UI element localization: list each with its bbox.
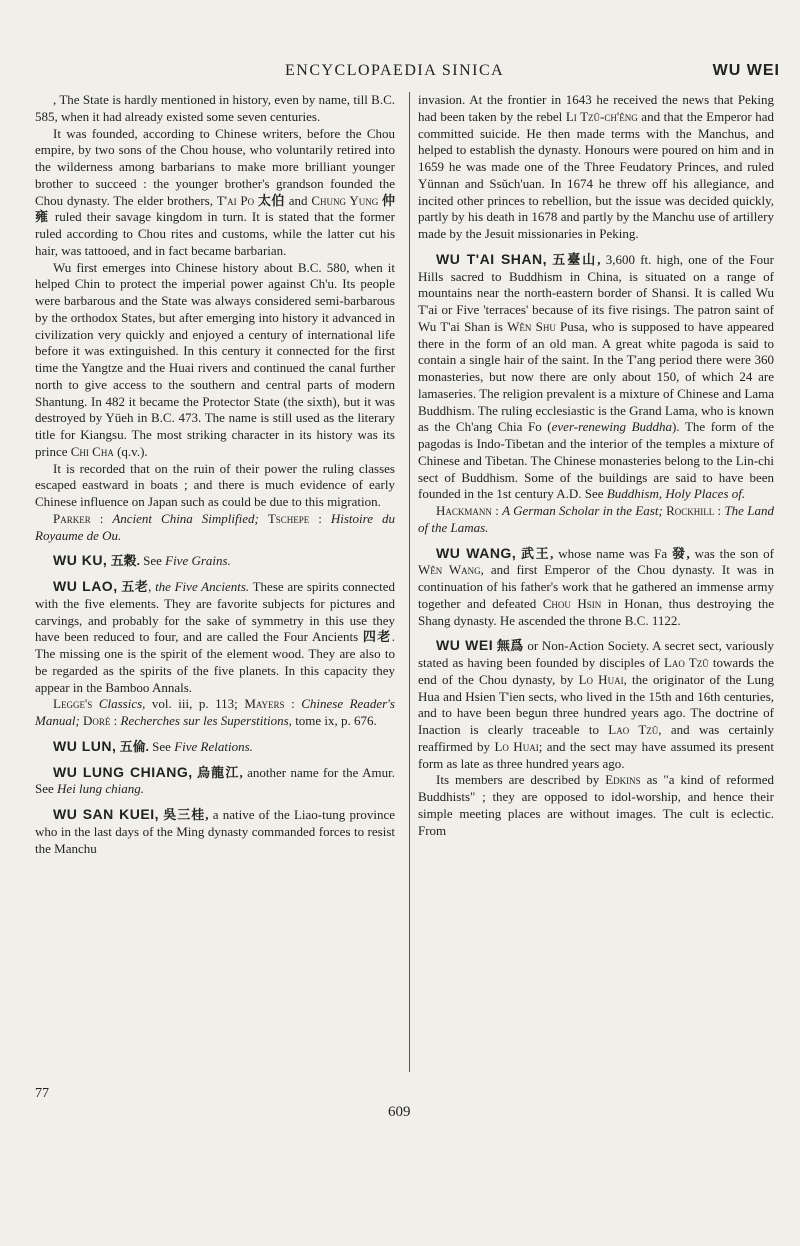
entry-wu-wang: WU WANG, 武王, whose name was Fa 發, was the son of Wên Wang, and first Emperor of the Chou dynasty. It was in continuation of his father's work that he gathered an immense army together and defeated Chou Hsin in Honan, thus destroying the Shang dynasty. He ascended the throne B.C. 1122.: [418, 544, 774, 628]
entry-wu-lao: WU LAO, 五老, the Five Ancients. These are spirits connected with the five elements. They are favorite subjects for pictures and carvings, and probably for the sake of symmetry in this use they have been reduced to four, and are called the Four Ancients 四老. The missing one is the spirit of the element wood. They are also to be regarded as the spirits of the five planets. In this capacity they appear in the Bamboo Annals.: [35, 578, 396, 695]
references: Parker : Ancient China Simplified; Tschepe : Histoire du Royaume de Ou.: [35, 510, 395, 543]
header-entry: WU WEI: [712, 62, 780, 79]
page-number: 609: [388, 1104, 411, 1120]
header-title: ENCYCLOPAEDIA SINICA: [285, 62, 505, 79]
paragraph: It was founded, according to Chinese writers, before the Chou empire, by two sons of the Chou house, who voluntarily retired into the wilderness among barbarians to make more brilliant younger brother to succeed : the younger brother's grandson founded the Chou dynasty. The elder brothers, T'ai Po 太伯 and Chung Yung 仲雍 ruled their savage kingdom in turn. It is stated that the former ruled according to Chou rites and customs, while the latter cut his hair, was tattooed, and in fact became barbarian.: [35, 125, 396, 258]
entry-wu-san-kuei: WU SAN KUEI, 吳三桂, a native of the Liao-tung province who in the last days of the Ming dynasty commanded forces to resist the Manchu: [35, 806, 395, 856]
right-column: [418, 92, 774, 839]
entry-wu-lung-chiang: WU LUNG CHIANG, 烏龍江, another name for the Amur. See Hei lung chiang.: [35, 763, 395, 797]
running-header: [0, 62, 800, 86]
paragraph: Wu first emerges into Chinese history about B.C. 580, when it helped Chin to protect the imperial power against Ch'u. Its people were barbarous and the State was always considered semi-barbarous by the orthodox States, but after emerging into history it advanced in civilization very quickly and enjoyed a century of international life before it was extinguished. In this century it connected for the first time the Yangtze and the Huai rivers and continued the canal further north to give access to the southern and central parts of modern Shantung. In 482 it became the Protector State (the sixth), but it was destroyed by Yüeh in B.C. 473. The name is still used as the literary title for Kiangsu. The most striking character in its history was its prince Chi Cha (q.v.).: [35, 259, 395, 459]
entry-wu-ku: WU KU, 五穀. See Five Grains.: [53, 552, 231, 569]
signature-mark: 77: [35, 1086, 49, 1101]
left-column: [35, 92, 395, 857]
references: Hackmann : A German Scholar in the East; Rockhill : The Land of the Lamas.: [418, 503, 774, 535]
entry-wu-lun: WU LUN, 五倫. See Five Relations.: [53, 737, 253, 754]
entry-wu-wei: WU WEI 無爲 or Non-Action Society. A secret sect, variously stated as having been founded by disciples of Lao Tzŭ towards the end of the Chou dynasty, by Lo Huai, the originator of the Lung Hua and Hsien T'ien sects, who lived in the 15th and 16th centuries, and to have been begun three hundred years ago. The doctrine of Inaction is clearly traceable to Lao Tzŭ, and was certainly reaffirmed by Lo Huai; and the sect may have assumed its present form as late as three hundred years ago.: [418, 637, 775, 771]
paragraph: It is recorded that on the ruin of their power the ruling classes escaped eastward in boats ; and there is much evidence of early Chinese influence on Japan such as could be due to this migration.: [35, 460, 395, 509]
paragraph: invasion. At the frontier in 1643 he received the news that Peking had been taken by the rebel Li Tzŭ-ch'êng and that the Emperor had committed suicide. He then made terms with the Manchus, and helped to establish the dynasty. Honours were poured on him and in 1659 he was made one of the Three Feudatory Princes, and ruled Yünnan and Ssŭch'uan. In 1674 he threw off his allegiance, and incited other princes to rebellion, but the issue was decided quickly, partly by his death in 1678 and partly by the Manchu use of artillery made by the Jesuit missionaries in Peking.: [418, 92, 775, 241]
paragraph: , The State is hardly mentioned in history, even by name, till B.C. 585, when it had already existed some seven centuries.: [35, 92, 395, 124]
entry-wu-tai-shan: WU T'AI SHAN, 五臺山, 3,600 ft. high, one of the Four Hills sacred to Buddhism in China, is situated on a range of mountains near the north-eastern border of Shansi. It is called Wu T'ai or Five 'terraces' because of its five risings. The patron saint of Wu T'ai Shan is Wên Shu Pusa, who is supposed to have appeared there in the form of an old man. A great white pagoda is said to contain a single hair of the saint. In the T'ang period there were 360 monasteries, but now there are only about 150, of which 24 are lamaseries. The religion prevalent is a mixture of Chinese and Lama Buddhism. The ruling ecclesiastic is the Grand Lama, who is known as the Ch'ang Chia Fo (ever-renewing Buddha). The form of the pagodas is Indo-Tibetan and the interior of the temples a mixture of Chinese and Tibetan. The Chinese monasteries belong to the Lin-chi sect of Buddhism. Some of the buildings are said to have been founded in the 1st century A.D. See Buddhism, Holy Places of.: [418, 250, 775, 502]
paragraph: Its members are described by Edkins as "a kind of reformed Buddhists" ; they are opposed to idol-worship, and hence their simple meeting places are without images. The cult is eclectic. From: [418, 772, 774, 838]
column-divider: [409, 92, 410, 1072]
references: Legge's Classics, vol. iii, p. 113; Mayers : Chinese Reader's Manual; Doré : Recherches sur les Superstitions, tome ix, p. 676.: [35, 696, 395, 728]
